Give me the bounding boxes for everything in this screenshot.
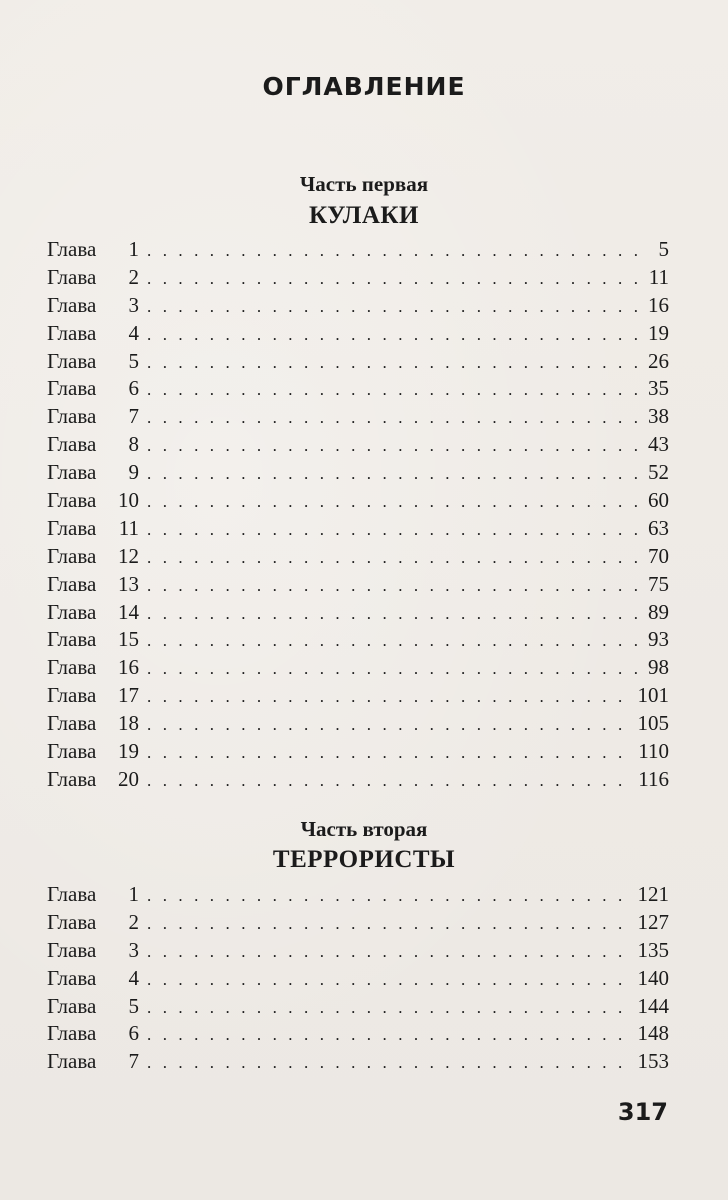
chapter-word: Глава <box>47 264 97 289</box>
toc-entry <box>47 236 669 264</box>
toc-entry <box>47 459 669 487</box>
dot-leader <box>147 1021 632 1049</box>
part-one-chapter-list <box>47 236 669 794</box>
chapter-number: 1 <box>128 882 139 906</box>
toc-entry <box>47 710 669 738</box>
chapter-word: Глава <box>47 993 97 1018</box>
toc-entry <box>47 403 669 431</box>
dot-leader <box>147 544 642 572</box>
chapter-number: 18 <box>118 711 139 736</box>
chapter-word: Глава <box>47 711 97 736</box>
chapter-word: Глава <box>47 348 97 373</box>
chapter-page-number: 153 <box>637 1049 669 1074</box>
dot-leader <box>147 910 632 938</box>
chapter-number: 5 <box>128 348 139 373</box>
chapter-page-number: 63 <box>648 515 669 540</box>
chapter-word: Глава <box>47 292 97 317</box>
dot-leader <box>147 655 642 683</box>
chapter-number: 6 <box>128 1021 139 1046</box>
chapter-page-number: 93 <box>648 627 669 652</box>
chapter-word: Глава <box>47 1049 97 1074</box>
chapter-number: 16 <box>118 655 139 680</box>
chapter-word: Глава <box>47 882 97 906</box>
chapter-number: 3 <box>128 937 139 962</box>
chapter-page-number: 140 <box>637 965 669 990</box>
toc-entry <box>47 1020 669 1048</box>
toc-entry <box>47 348 669 376</box>
chapter-word: Глава <box>47 766 97 791</box>
chapter-word: Глава <box>47 571 97 596</box>
chapter-number: 4 <box>128 965 139 990</box>
chapter-number: 1 <box>128 237 139 261</box>
toc-entry <box>47 654 669 682</box>
chapter-page-number: 43 <box>648 432 669 457</box>
chapter-word: Глава <box>47 488 97 513</box>
part-one-title: КУЛАКИ <box>309 202 419 229</box>
chapter-word: Глава <box>47 683 97 708</box>
chapter-word: Глава <box>47 627 97 652</box>
chapter-number: 11 <box>118 515 139 540</box>
chapter-number: 19 <box>118 739 139 764</box>
chapter-number: 2 <box>128 264 139 289</box>
chapter-word: Глава <box>47 599 97 624</box>
chapter-word: Глава <box>47 739 97 764</box>
page-number: 317 <box>617 1098 668 1126</box>
dot-leader <box>147 237 649 265</box>
dot-leader <box>147 293 642 321</box>
toc-entry <box>47 264 669 292</box>
dot-leader <box>147 488 642 516</box>
chapter-word: Глава <box>47 404 97 429</box>
chapter-page-number: 98 <box>648 655 669 680</box>
toc-entry <box>47 626 669 654</box>
chapter-page-number: 11 <box>648 264 669 289</box>
chapter-page-number: 75 <box>648 571 669 596</box>
chapter-page-number: 5 <box>658 237 669 261</box>
chapter-word: Глава <box>47 320 97 345</box>
chapter-page-number: 70 <box>648 543 669 568</box>
chapter-page-number: 19 <box>648 320 669 345</box>
chapter-number: 14 <box>118 599 139 624</box>
dot-leader <box>147 994 632 1022</box>
toc-entry <box>47 571 669 599</box>
chapter-page-number: 116 <box>638 766 669 791</box>
chapter-word: Глава <box>47 432 97 457</box>
dot-leader <box>147 1049 632 1077</box>
chapter-number: 6 <box>128 376 139 401</box>
part-one-label: Часть первая <box>299 172 429 196</box>
chapter-word: Глава <box>47 937 97 962</box>
toc-entry <box>47 431 669 459</box>
toc-entry <box>47 292 669 320</box>
chapter-word: Глава <box>47 965 97 990</box>
dot-leader <box>147 966 632 994</box>
chapter-number: 5 <box>128 993 139 1018</box>
toc-entry <box>47 881 669 909</box>
part-two-label: Часть вторая <box>300 817 428 841</box>
chapter-page-number: 26 <box>648 348 669 373</box>
chapter-page-number: 121 <box>637 882 669 906</box>
dot-leader <box>147 627 642 655</box>
toc-entry <box>47 682 669 710</box>
dot-leader <box>147 265 643 293</box>
dot-leader <box>147 321 642 349</box>
toc-entry <box>47 937 669 965</box>
dot-leader <box>147 349 642 377</box>
toc-entry <box>47 766 669 794</box>
chapter-number: 3 <box>128 292 139 317</box>
toc-entry <box>47 320 669 348</box>
chapter-page-number: 38 <box>648 404 669 429</box>
toc-entry <box>47 487 669 515</box>
chapter-number: 9 <box>128 460 139 485</box>
chapter-page-number: 127 <box>637 909 669 934</box>
dot-leader <box>147 376 642 404</box>
chapter-word: Глава <box>47 909 97 934</box>
chapter-page-number: 89 <box>648 599 669 624</box>
toc-entry <box>47 543 669 571</box>
chapter-page-number: 60 <box>648 488 669 513</box>
chapter-number: 2 <box>128 909 139 934</box>
chapter-number: 12 <box>118 543 139 568</box>
chapter-number: 8 <box>128 432 139 457</box>
chapter-number: 13 <box>118 571 139 596</box>
toc-entry <box>47 1048 669 1076</box>
chapter-number: 15 <box>118 627 139 652</box>
dot-leader <box>147 432 642 460</box>
chapter-page-number: 110 <box>638 739 669 764</box>
chapter-word: Глава <box>47 543 97 568</box>
chapter-number: 7 <box>128 404 139 429</box>
chapter-page-number: 135 <box>637 937 669 962</box>
dot-leader <box>147 572 642 600</box>
chapter-word: Глава <box>47 655 97 680</box>
page-title: ОГЛАВЛЕНИЕ <box>262 72 466 101</box>
chapter-number: 4 <box>128 320 139 345</box>
toc-entry <box>47 738 669 766</box>
toc-entry <box>47 375 669 403</box>
chapter-page-number: 105 <box>637 711 669 736</box>
chapter-word: Глава <box>47 376 97 401</box>
dot-leader <box>147 711 632 739</box>
dot-leader <box>147 460 642 488</box>
chapter-word: Глава <box>47 515 97 540</box>
dot-leader <box>147 600 642 628</box>
chapter-number: 7 <box>128 1049 139 1074</box>
dot-leader <box>147 683 632 711</box>
dot-leader <box>147 882 632 910</box>
chapter-word: Глава <box>47 1021 97 1046</box>
chapter-page-number: 16 <box>648 292 669 317</box>
toc-entry <box>47 965 669 993</box>
dot-leader <box>147 739 632 767</box>
toc-entry <box>47 909 669 937</box>
chapter-number: 10 <box>118 488 139 513</box>
chapter-page-number: 52 <box>648 460 669 485</box>
part-two-title: ТЕРРОРИСТЫ <box>272 846 456 873</box>
dot-leader <box>147 767 632 795</box>
chapter-word: Глава <box>47 460 97 485</box>
toc-entry <box>47 515 669 543</box>
dot-leader <box>147 404 642 432</box>
part-two-chapter-list <box>47 881 669 1076</box>
chapter-page-number: 144 <box>637 993 669 1018</box>
chapter-page-number: 148 <box>637 1021 669 1046</box>
dot-leader <box>147 938 632 966</box>
toc-entry <box>47 993 669 1021</box>
chapter-number: 17 <box>118 683 139 708</box>
chapter-number: 20 <box>118 766 139 791</box>
chapter-page-number: 35 <box>648 376 669 401</box>
toc-entry <box>47 599 669 627</box>
chapter-word: Глава <box>47 237 97 261</box>
dot-leader <box>147 516 642 544</box>
chapter-page-number: 101 <box>637 683 669 708</box>
